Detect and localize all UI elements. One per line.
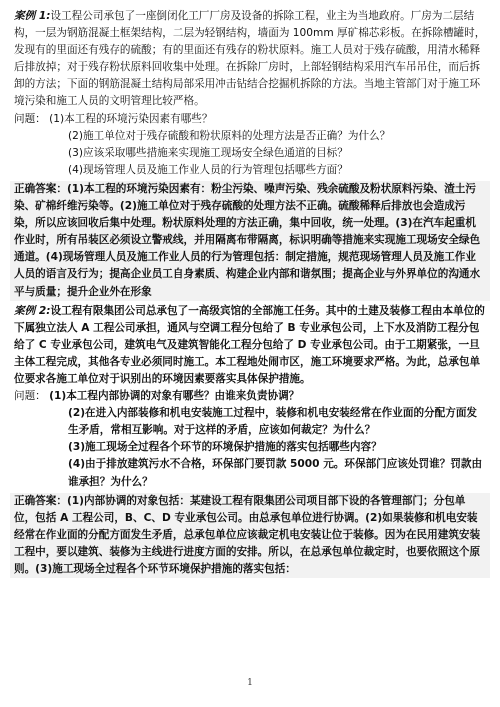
case-1-answer [10,181,490,301]
case-2-body: 设工程有限集团公司总承包了一高级宾馆的全部施工任务。其中的土建及装修工程由本单位的下属独立法人 A 工程公司承担，通风与空调工程分包给了 B 专业承包公司，上下水及消防工程分包给了 C 专业承包公司，建筑电气及建筑智能化工程分包给了 D 专业承包公司。由于工期紧张，一旦主体工程完成，其他各专业必须同时施工。本工程地处闹市区，施工环境要求严格。为此，总承包单位要求各施工单位对于识别出的环境因素要落实具体保护措施。 [14,304,485,385]
case-2 [14,303,486,491]
case-2-answer-label: 正确答案： [14,494,67,507]
case-1-question-3: (3)应该采取哪些措施来实现施工现场安全绿色通道的目标？ [68,146,348,159]
case-2-text [14,303,486,388]
case-1-body: 设工程公司承包了一座倒闭化工厂厂房及设备的拆除工程，业主为当地政府。厂房为二层结构，一层为钢筋混凝土框架结构，二层为轻钢结构，墙面为 100mm 厚矿棉芯彩板。在拆除槽罐时，发现有的里面还有残存的硫酸；有的里面还有残存的粉状原料。施工人员对于残存硫酸，用清水稀释后排放掉；对于残存粉状原料回收集中处理。在拆除厂房时，上部轻钢结构采用汽车吊吊住，而后拆卸的方法；下面的钢筋混凝土结构局部采用冲击钻结合挖掘机拆除的方法。当地主管部门对于施工环境污染和施工人员的文明管理比较严格。 [14,10,486,108]
case-1-question-1-text: (1)本工程的环境污染因素有哪些？ [49,112,213,125]
case-1-answer-text: (1)本工程的环境污染因素有：粉尘污染、噪声污染、残余硫酸及粉状原料污染、渣土污染、矿棉纤维污染等。(2)施工单位对于残存硫酸的处理方法不正确。硫酸稀释后排放也会造成污染，所以应该回收后集中处理。粉状原料处理的方法正确，集中回收，统一处理。(3)在汽车起重机作业时，所有吊装区必须设立警戒线，并用隔离布带隔离，标识明确等措施来实现施工现场安全绿色通道。(4)现场管理人员及施工作业人员的行为管理包括：制定措施，规范现场管理人员及施工作业人员的语言及行为；提高企业员工自身素质、构建企业内部和谐氛围；提高企业与外界单位的沟通水平与质量；提升企业外在形象 [14,182,481,298]
case-1-question-4: (4)现场管理人员及施工作业人员的行为管理包括哪些方面？ [68,163,348,176]
case-2-question-1-text: (1)本工程内部协调的对象有哪些？由谁来负责协调？ [49,390,300,403]
page-number: 1 [247,678,253,688]
case-2-question-intro: 问题： [14,390,46,403]
case-1 [14,8,486,179]
case-2-question-2: (2)在进入内部装修和机电安装施工过程中，装修和机电安装经常在作业面的分配方面发生矛盾，常相互影响。对于这样的矛盾，应该如何裁定？为什么？ [68,407,478,437]
case-1-text [14,8,486,111]
case-1-question-2: (2)施工单位对于残存硫酸和粉状原料的处理方法是否正确？为什么？ [68,129,391,142]
case-1-label: 案例 1: [14,10,51,22]
case-2-question-1 [14,388,486,405]
case-2-question-4: (4)由于排放建筑污水不合格，环保部门要罚款 5000 元。环保部门应该处罚谁？罚款由谁承担？为什么？ [68,458,483,488]
case-1-answer-label: 正确答案： [14,182,67,195]
case-1-question-1 [14,111,486,128]
case-2-answer [10,493,490,578]
case-2-question-3: (3)施工现场全过程各个环节的环境保护措施的落实包括哪些内容？ [68,441,382,454]
case-2-label: 案例 2: [14,304,51,317]
case-2-answer-text: (1)内部协调的对象包括：某建设工程有限集团公司项目部下设的各管理部门；分包单位，包括 A 工程公司，B、C、D 专业承包公司。由总承包单位进行协调。(2)如果装修和机电安装经常在作业面的分配方面发生矛盾，总承包单位应该裁定机电安装让位于装修。因为在民用建筑安装工程中，要以建筑、装修为主线进行进度方面的安排。所以，在总承包单位裁定时，也要依照这个原则。(3)施工现场全过程各个环节环境保护措施的落实包括： [14,494,481,575]
case-1-question-intro: 问题： [14,112,46,125]
